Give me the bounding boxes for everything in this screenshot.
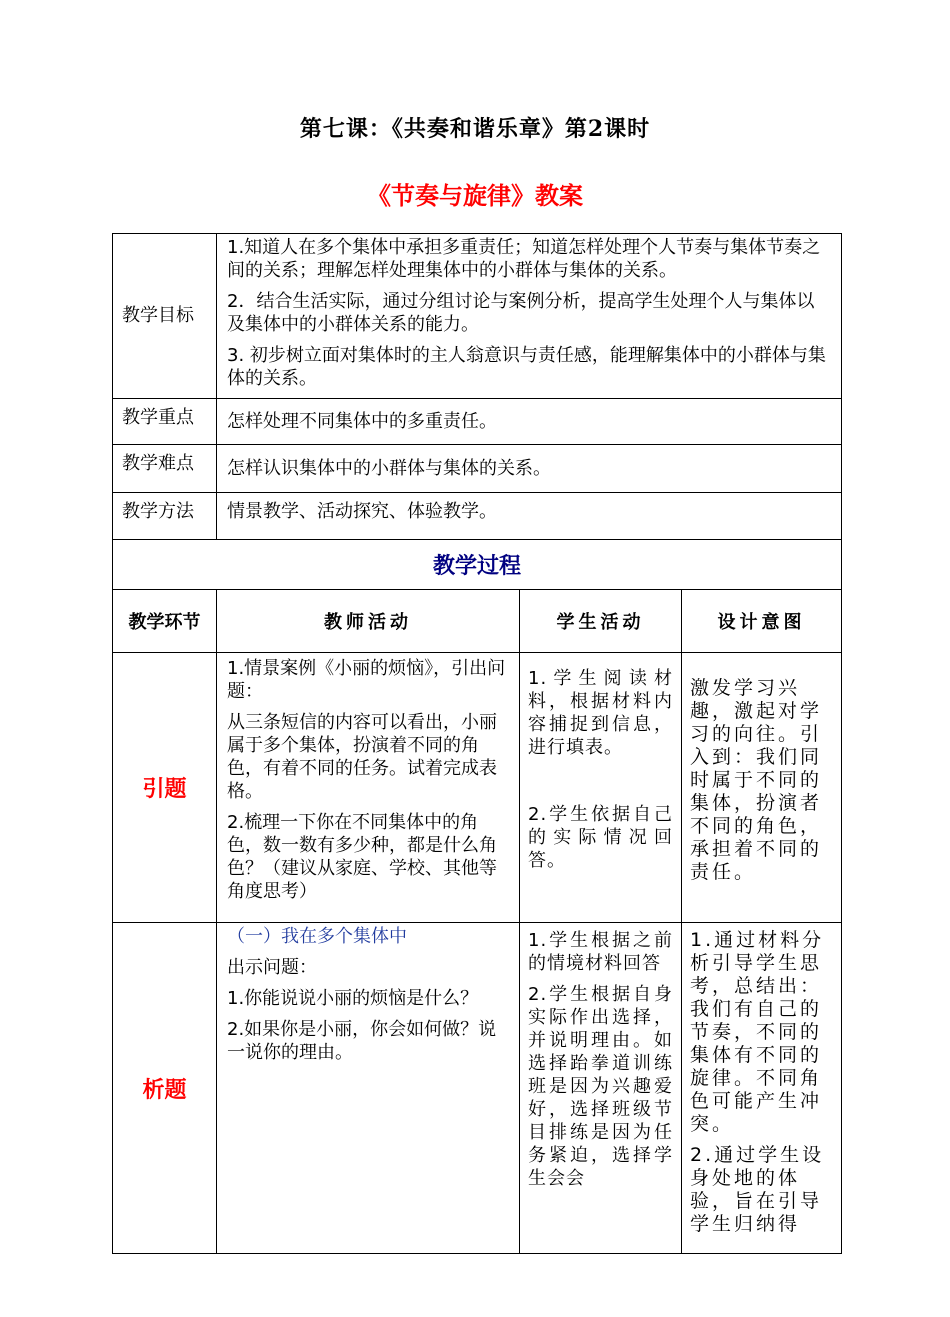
design-intent [682, 923, 842, 1254]
key-label: 教学重点 [113, 399, 217, 445]
method-label: 教学方法 [113, 493, 217, 540]
stage-row-analysis [113, 923, 842, 1254]
stage-name: 引题 [113, 653, 217, 923]
goal-label: 教学目标 [113, 234, 217, 399]
teacher-heading: （一）我在多个集体中 [227, 926, 407, 947]
difficulty-value: 怎样认识集体中的小群体与集体的关系。 [217, 445, 842, 493]
col-header-student: 学生活动 [520, 590, 682, 653]
student-activity [520, 653, 682, 923]
lesson-plan-table [112, 233, 842, 1254]
method-row [113, 493, 842, 540]
teacher-paragraph: 1.情景案例《小丽的烦恼》，引出问题： [227, 658, 506, 702]
teacher-paragraph: 2.如果你是小丽，你会如何做？说一说你的理由。 [227, 1019, 497, 1063]
teacher-paragraph: 出示问题： [227, 957, 317, 978]
student-paragraph: 1.学生根据之前的情境材料回答 [528, 930, 673, 974]
col-header-teacher: 教师活动 [217, 590, 520, 653]
process-section-row [113, 540, 842, 590]
stage-name: 析题 [113, 923, 217, 1254]
design-intent [682, 653, 842, 923]
design-paragraph: 2.通过学生设身处地的体验，旨在引导学生归纳得 [690, 1144, 825, 1235]
col-header-stage: 教学环节 [113, 590, 217, 653]
key-row [113, 399, 842, 445]
lesson-subtitle: 《节奏与旋律》教案 [367, 182, 583, 210]
teacher-activity [217, 653, 520, 923]
method-value: 情景教学、活动探究、体验教学。 [217, 493, 842, 540]
student-paragraph: 1.学生阅读材料，根据材料内容捕捉到信息，进行填表。 [528, 668, 673, 758]
key-value: 怎样处理不同集体中的多重责任。 [217, 399, 842, 445]
lesson-title: 第七课：《共奏和谐乐章》第2课时 [299, 116, 651, 142]
teacher-activity [217, 923, 520, 1254]
design-paragraph: 1.通过材料分析引导学生思考，总结出：我们有自己的节奏，不同的集体有不同的旋律。不同角色可能产生冲突。 [690, 929, 825, 1135]
teacher-paragraph: 1.你能说说小丽的烦恼是什么？ [227, 988, 479, 1009]
stage-row-intro [113, 653, 842, 923]
student-activity [520, 923, 682, 1254]
goal-item-2: 2．结合生活实际，通过分组讨论与案例分析，提高学生处理个人与集体以及集体中的小群体关系的能力。 [227, 291, 815, 335]
student-paragraph: 2.学生依据自己的实际情况回答。 [528, 804, 673, 871]
goal-item-3: 3. 初步树立面对集体时的主人翁意识与责任感，能理解集体中的小群体与集体的关系。 [227, 345, 826, 389]
column-header-row [113, 590, 842, 653]
student-paragraph: 2.学生根据自身实际作出选择，并说明理由。如选择跆拳道训练班是因为兴趣爱好，选择班级节目排练是因为任务紧迫，选择学生会会 [528, 984, 673, 1189]
goal-content [217, 234, 842, 399]
col-header-design: 设计意图 [682, 590, 842, 653]
goal-item-1: 1.知道人在多个集体中承担多重责任；知道怎样处理个人节奏与集体节奏之间的关系；理解怎样处理集体中的小群体与集体的关系。 [227, 237, 821, 281]
teacher-paragraph: 从三条短信的内容可以看出，小丽属于多个集体，扮演着不同的角色，有着不同的任务。试着完成表格。 [227, 712, 497, 802]
process-section-title: 教学过程 [113, 540, 842, 590]
teacher-paragraph: 2.梳理一下你在不同集体中的角色，数一数有多少种，都是什么角色？（建议从家庭、学校、其他等角度思考） [227, 812, 497, 902]
difficulty-label: 教学难点 [113, 445, 217, 493]
difficulty-row [113, 445, 842, 493]
design-paragraph: 激发学习兴趣，激起对学习的向往。引入到：我们同时属于不同的集体，扮演者不同的角色，承担着不同的责任。 [690, 677, 823, 883]
goal-row [113, 234, 842, 399]
